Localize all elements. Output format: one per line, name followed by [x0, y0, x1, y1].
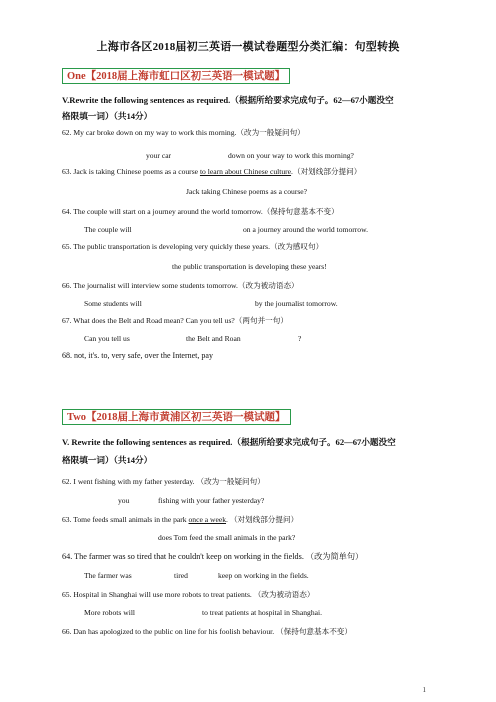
question-text: 63. Jack is taking Chinese poems as a course — [62, 167, 200, 176]
question-65: 65. The public transportation is developing very quickly these years.（改为感叹句） — [62, 242, 324, 251]
question-64: 64. The farmer was so tired that he couldn't keep on working in the fields. （改为简单句） — [62, 552, 364, 561]
question-65: 65. Hospital in Shanghai will use more robots to treat patients. （改为被动语态） — [62, 590, 315, 599]
answer-fragment: the public transportation is developing these years! — [172, 262, 327, 271]
answer-fragment: the Belt and Roan — [186, 334, 241, 343]
question-67: 67. What does the Belt and Road mean? Can you tell us?（两句并一句） — [62, 316, 288, 325]
answer-fragment: Can you tell us — [84, 334, 130, 343]
question-text: .（对划线部分提问） — [291, 167, 362, 176]
question-64: 64. The couple will start on a journey around the world tomorrow.（保持句意基本不变） — [62, 207, 339, 216]
instruction-line: V.Rewrite the following sentences as required.（根据所给要求完成句子。62—67小题没空 — [62, 95, 394, 105]
answer-fragment: fishing with your father yesterday? — [158, 496, 265, 505]
answer-fragment: down on your way to work this morning? — [228, 151, 354, 160]
answer-fragment: tired — [174, 571, 188, 580]
answer-fragment: keep on working in the fields. — [218, 571, 309, 580]
section-header-two: Two【2018届上海市黄浦区初三英语一模试题】 — [62, 409, 291, 425]
answer-fragment: The couple will — [84, 225, 132, 234]
question-62: 62. My car broke down on my way to work this morning.（改为一般疑问句） — [62, 128, 305, 137]
answer-fragment: The farmer was — [84, 571, 132, 580]
answer-fragment: Jack taking Chinese poems as a course? — [186, 187, 308, 196]
answer-fragment: your car — [146, 151, 172, 160]
answer-fragment: ? — [298, 334, 302, 343]
question-66: 66. Dan has apologized to the public on line for his foolish behaviour. （保持句意基本不变） — [62, 627, 352, 636]
answer-fragment: to treat patients at hospital in Shanghai. — [202, 608, 322, 617]
question-68: 68. not, it's. to, very safe, over the Internet, pay — [62, 351, 213, 360]
question-62: 62. I went fishing with my father yesterday. （改为一般疑问句） — [62, 477, 265, 486]
section-header-one: One【2018届上海市虹口区初三英语一模试题】 — [62, 68, 290, 84]
answer-fragment: More robots will — [84, 608, 136, 617]
question-63 — [62, 514, 298, 525]
answer-fragment: on a journey around the world tomorrow. — [243, 225, 368, 234]
answer-fragment: Some students will — [84, 299, 142, 308]
question-63 — [62, 166, 361, 177]
page-number: 1 — [422, 686, 426, 694]
underlined-part: once a week — [188, 515, 227, 524]
instruction-line: 格限填一词）（共14分） — [62, 455, 153, 465]
instruction-line: 格限填一词）（共14分） — [62, 111, 153, 121]
answer-fragment: does Tom feed the small animals in the park? — [158, 533, 296, 542]
page-title: 上海市各区2018届初三英语一模试卷题型分类汇编：句型转换 — [96, 41, 400, 53]
underlined-part: to learn about Chinese culture — [199, 167, 292, 176]
question-text: . （对划线部分提问） — [226, 515, 299, 524]
instruction-line: V. Rewrite the following sentences as required.（根据所给要求完成句子。62—67小题没空 — [62, 437, 396, 447]
question-66: 66. The journalist will interview some students tomorrow.（改为被动语态） — [62, 281, 299, 290]
answer-fragment: by the journalist tomorrow. — [255, 299, 338, 308]
question-text: 63. Tome feeds small animals in the park — [62, 515, 189, 524]
answer-fragment: you — [118, 496, 130, 505]
